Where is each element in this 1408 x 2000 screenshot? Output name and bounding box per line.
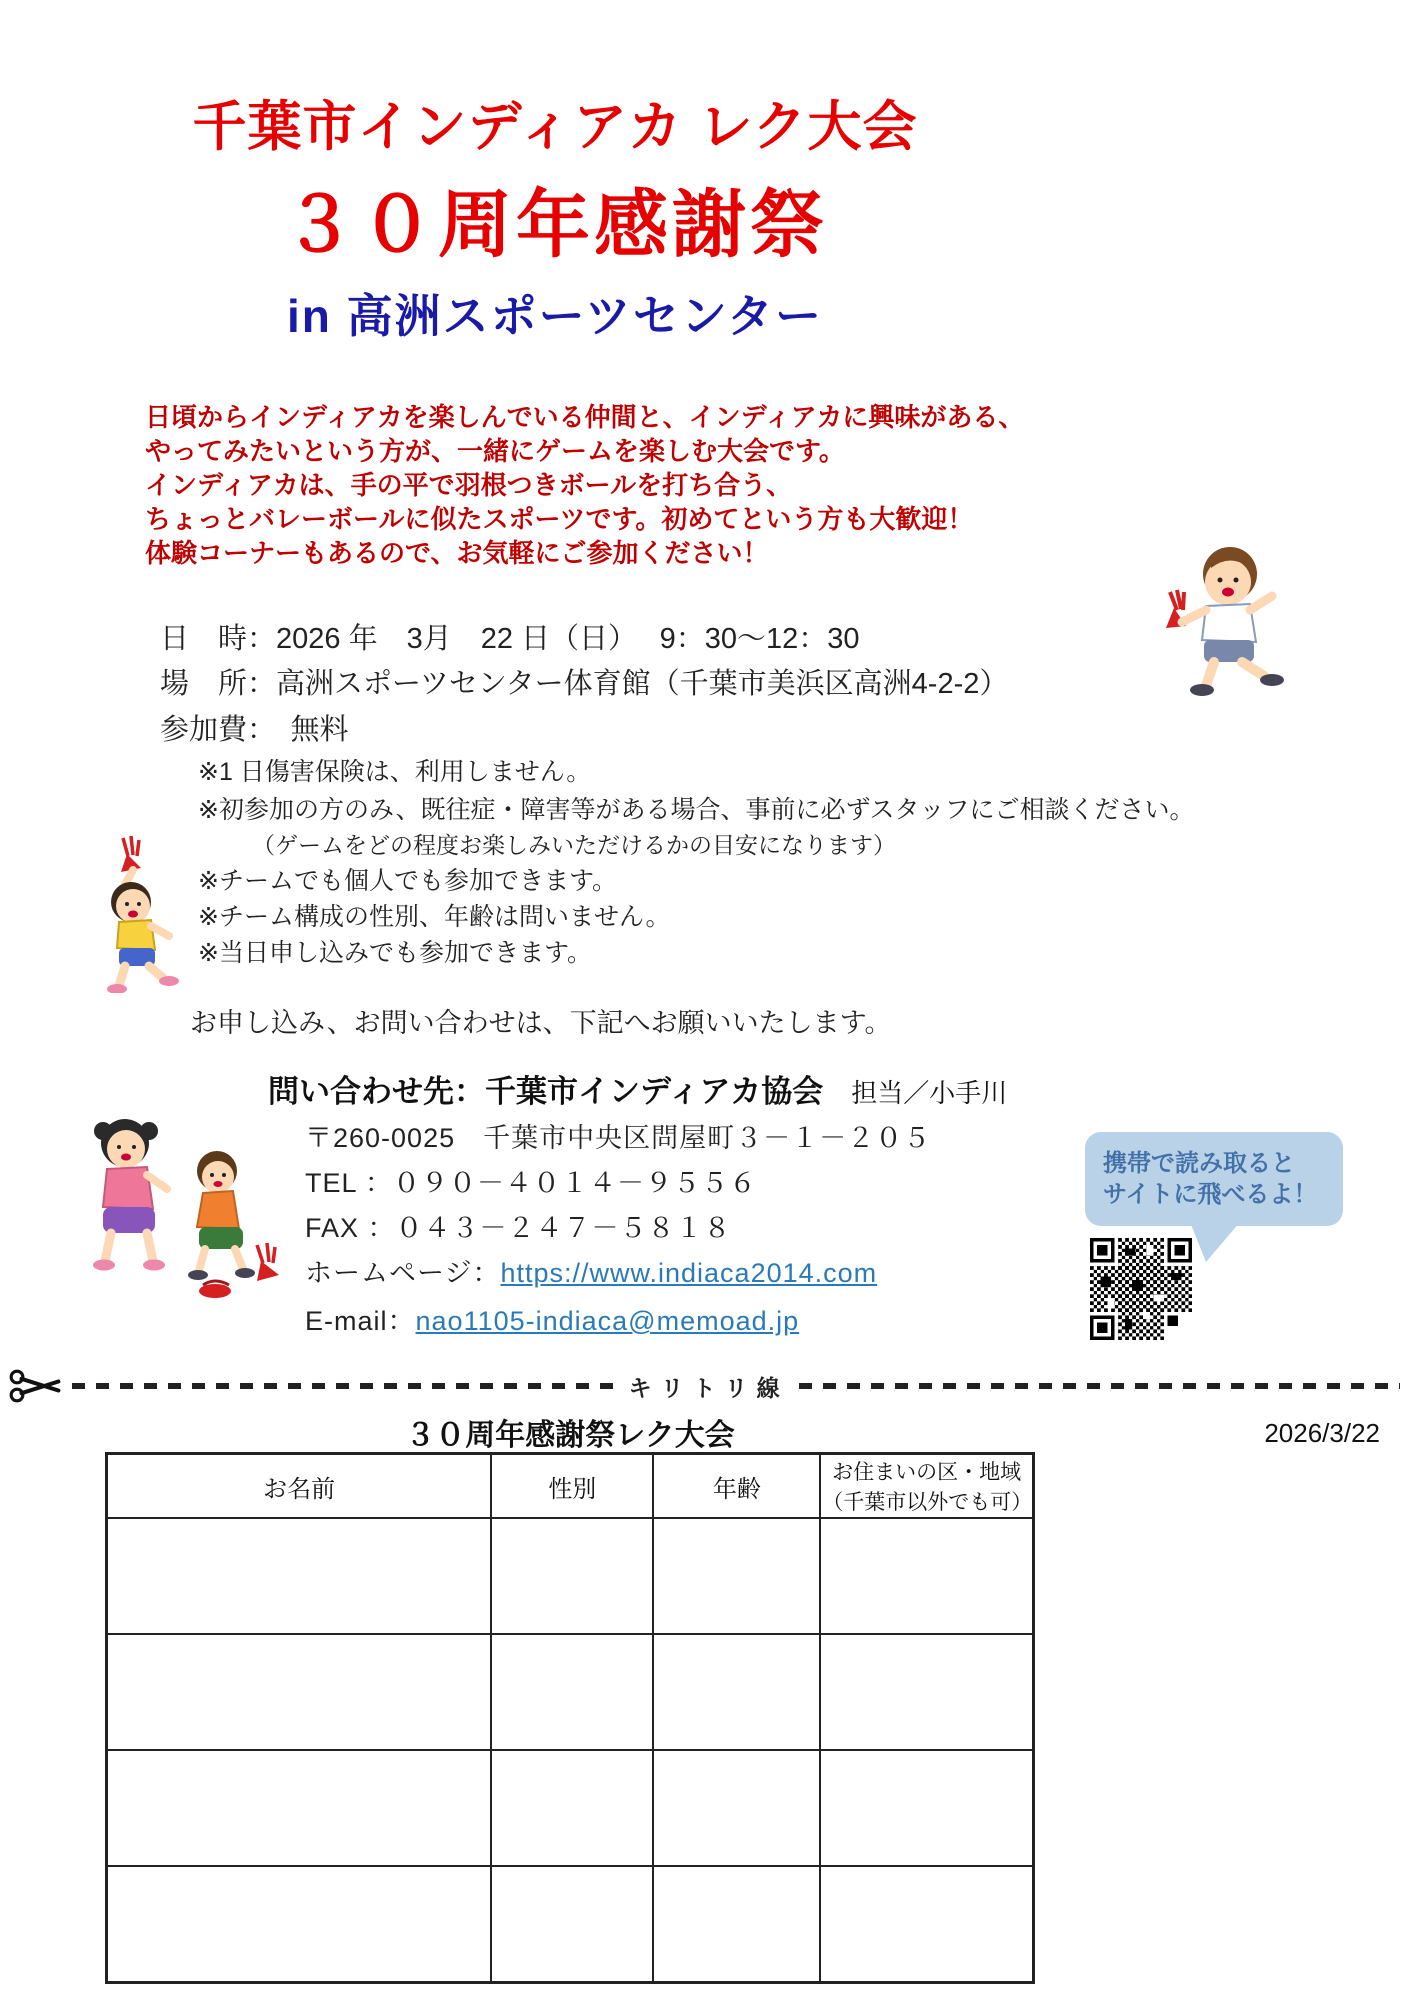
contact-address: 〒260-0025 千葉市中央区問屋町３－１－２０５ bbox=[305, 1123, 932, 1153]
dashed-line-right bbox=[799, 1383, 1400, 1389]
form-cell-area bbox=[820, 1750, 1033, 1866]
apply-instruction: お申し込み、お問い合わせは、下記へお願いいたします。 bbox=[190, 1008, 892, 1038]
form-cell-age bbox=[653, 1634, 820, 1750]
contact-person: 担当／小手川 bbox=[851, 1078, 1008, 1108]
page-title-line3: in 高洲スポーツセンター bbox=[287, 290, 823, 342]
cut-line bbox=[0, 1362, 1408, 1410]
indiaca-shuttle-icon bbox=[1166, 590, 1186, 628]
illustration-two-kids-with-shuttles bbox=[65, 1085, 290, 1305]
event-datetime: 日 時：2026 年 3月 22 日（日） 9：30～12：30 bbox=[160, 623, 860, 655]
table-row bbox=[107, 1866, 1034, 1983]
note-gender-age: ※チーム構成の性別、年齢は問いません。 bbox=[198, 903, 671, 931]
contact-tel: TEL ：０９０－４０１４－９５５６ bbox=[305, 1168, 758, 1198]
column-header-age: 年齢 bbox=[653, 1454, 820, 1519]
page-title-line2: ３０周年感謝祭 bbox=[282, 183, 828, 266]
intro-paragraph bbox=[145, 400, 1024, 570]
note-first-timers: ※初参加の方のみ、既往症・障害等がある場合、事前に必ずスタッフにご相談ください。 bbox=[198, 796, 1195, 824]
indiaca-shuttle-icon bbox=[121, 836, 141, 872]
speech-bubble-tail bbox=[1190, 1222, 1240, 1262]
qr-code bbox=[1090, 1238, 1192, 1340]
email-label: E-mail： bbox=[305, 1306, 416, 1336]
column-header-gender: 性別 bbox=[491, 1454, 653, 1519]
event-fee: 参加費： 無料 bbox=[160, 714, 349, 746]
form-cell-age bbox=[653, 1866, 820, 1983]
indiaca-shuttle-icon bbox=[257, 1243, 279, 1281]
note-insurance: ※1 日傷害保険は、利用しません。 bbox=[198, 758, 592, 786]
intro-line: 日頃からインディアカを楽しんでいる仲間と、インディアカに興味がある、 bbox=[145, 402, 1025, 432]
intro-line: ちょっとバレーボールに似たスポーツです。初めてという方も大歓迎！ bbox=[145, 504, 974, 534]
homepage-link[interactable]: https://www.indiaca2014.com bbox=[500, 1258, 878, 1288]
dashed-line-left bbox=[72, 1383, 619, 1389]
contact-fax: FAX ：０４３－２４７－５８１８ bbox=[305, 1213, 732, 1243]
note-same-day-entry: ※当日申し込みでも参加できます。 bbox=[198, 939, 592, 967]
form-cell-gender bbox=[491, 1750, 653, 1866]
intro-line: インディアカは、手の平で羽根つきボールを打ち合う、 bbox=[145, 470, 793, 500]
note-first-timers-sub: （ゲームをどの程度お楽しみいただけるかの目安になります） bbox=[252, 832, 896, 858]
illustration-boy-playing-indiaca bbox=[1078, 530, 1318, 700]
intro-line: 体験コーナーもあるので、お気軽にご参加ください！ bbox=[145, 538, 769, 568]
form-date: 2026/3/22 bbox=[1264, 1418, 1380, 1448]
contact-email-row bbox=[305, 1299, 799, 1338]
form-cell-age bbox=[653, 1750, 820, 1866]
bubble-line2: サイトに飛べるよ！ bbox=[1103, 1181, 1318, 1208]
email-link[interactable]: nao1105-indiaca@memoad.jp bbox=[415, 1306, 800, 1336]
note-team-or-individual: ※チームでも個人でも参加できます。 bbox=[198, 867, 617, 895]
form-cell-area bbox=[820, 1634, 1033, 1750]
form-cell-area bbox=[820, 1518, 1033, 1634]
column-header-name: お名前 bbox=[107, 1454, 492, 1519]
table-row bbox=[107, 1518, 1034, 1634]
contact-organization: 問い合わせ先：千葉市インディアカ協会 bbox=[268, 1074, 824, 1109]
qr-speech-bubble bbox=[1085, 1132, 1343, 1226]
contact-heading bbox=[268, 1066, 1007, 1111]
form-cell-name bbox=[107, 1866, 492, 1983]
application-table bbox=[105, 1452, 1035, 1984]
form-cell-name bbox=[107, 1518, 492, 1634]
illustration-child-holding-shuttle bbox=[75, 828, 210, 993]
form-cell-gender bbox=[491, 1518, 653, 1634]
form-cell-gender bbox=[491, 1634, 653, 1750]
bubble-line1: 携帯で読み取ると bbox=[1103, 1150, 1295, 1177]
form-title: ３０周年感謝祭レク大会 bbox=[405, 1419, 735, 1452]
cut-line-label: キリトリ線 bbox=[628, 1374, 789, 1401]
form-cell-area bbox=[820, 1866, 1033, 1983]
form-cell-age bbox=[653, 1518, 820, 1634]
form-cell-name bbox=[107, 1750, 492, 1866]
table-row bbox=[107, 1634, 1034, 1750]
homepage-label: ホームページ： bbox=[305, 1258, 501, 1288]
indiaca-shuttle-icon bbox=[199, 1281, 231, 1298]
column-header-area: お住まいの区・地域（千葉市以外でも可） bbox=[820, 1454, 1033, 1519]
form-cell-gender bbox=[491, 1866, 653, 1983]
page-title-line1: 千葉市インディアカ レク大会 bbox=[192, 97, 918, 157]
table-header-row bbox=[107, 1454, 1034, 1519]
table-row bbox=[107, 1750, 1034, 1866]
intro-line: やってみたいという方が、一緒にゲームを楽しむ大会です。 bbox=[145, 436, 845, 466]
contact-homepage-row bbox=[305, 1251, 877, 1290]
event-place: 場 所：高洲スポーツセンター体育館（千葉市美浜区高洲4-2-2） bbox=[160, 668, 1009, 700]
form-cell-name bbox=[107, 1634, 492, 1750]
scissors-icon bbox=[8, 1365, 62, 1407]
